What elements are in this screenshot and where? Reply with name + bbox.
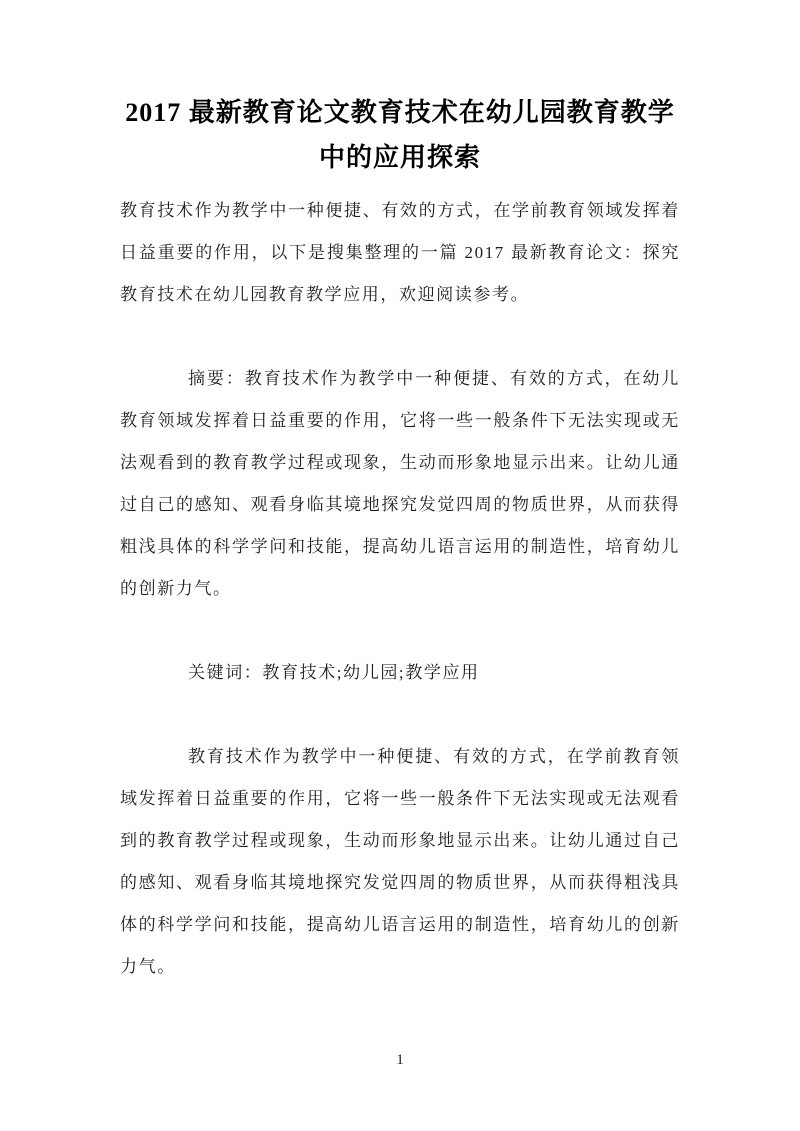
intro-paragraph: 教育技术作为教学中一种便捷、有效的方式，在学前教育领域发挥着日益重要的作用，以下是搜集整理的一篇 2017 最新教育论文：探究教育技术在幼儿园教育教学应用，欢迎阅读参考。 xyxy=(120,201,680,304)
abstract-paragraph: 摘要：教育技术作为教学中一种便捷、有效的方式，在幼儿教育领域发挥着日益重要的作用，它将一些一般条件下无法实现或无法观看到的教育教学过程或现象，生动而形象地显示出来。让幼儿通过自己的感知、观看身临其境地探究发觉四周的物质世界，从而获得粗浅具体的科学学问和技能，提高幼儿语言运用的制造性，培育幼儿的创新力气。 xyxy=(120,369,680,598)
page-number: 1 xyxy=(396,1052,404,1068)
body-paragraph: 教育技术作为教学中一种便捷、有效的方式，在学前教育领域发挥着日益重要的作用，它将一些一般条件下无法实现或无法观看到的教育教学过程或现象，生动而形象地显示出来。让幼儿通过自己的感知、观看身临其境地探究发觉四周的物质世界，从而获得粗浅具体的科学学问和技能，提高幼儿语言运用的制造性，培育幼儿的创新力气。 xyxy=(120,747,680,976)
document-title: 2017 最新教育论文教育技术在幼儿园教育教学中的应用探索 xyxy=(125,98,675,172)
keywords-line: 关键词：教育技术;幼儿园;教学应用 xyxy=(188,663,480,682)
